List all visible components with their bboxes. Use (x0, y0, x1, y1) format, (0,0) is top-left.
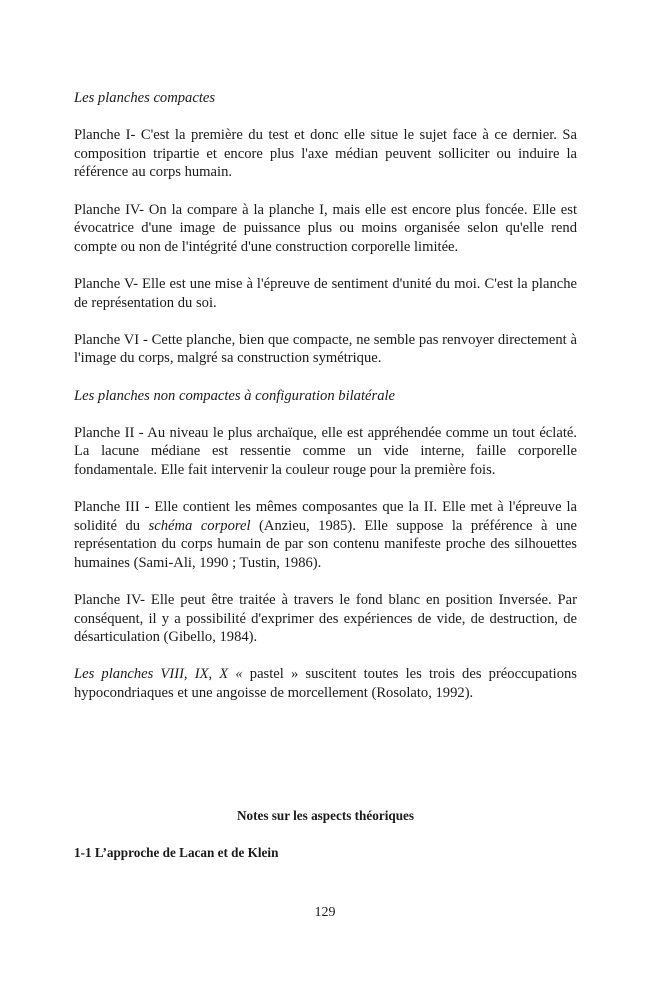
section-title: 1-1 L’approche de Lacan et de Klein (74, 845, 279, 860)
paragraph-planche-6: Planche VI - Cette planche, bien que compacte, ne semble pas renvoyer directement à l'image du corps, malgré sa construction symétrique. (74, 331, 577, 367)
paragraph-planche-5: Planche V- Elle est une mise à l'épreuve de sentiment d'unité du moi. C'est la planche de représentation du soi. (74, 275, 577, 311)
schema-corporel-term: schéma corporel (148, 517, 251, 534)
paragraph-planche-3-part-b: (Anzieu, 1985). Elle suppose la préférence à une représentation du corps humain de par son contenu manifeste proche des silhouettes humaines (Sami-Ali, 1990 ; Tustin, 1986). (74, 517, 577, 571)
paragraph-planche-1: Planche I- C'est la première du test et donc elle situe le sujet face à ce dernier. Sa composition tripartie et encore plus l'axe médian peuvent solliciter ou induire la référence au corps humain. (74, 127, 577, 181)
paragraph-planches-pastel (74, 665, 577, 702)
heading-planches-non-compactes: Les planches non compactes à configuration bilatérale (74, 387, 396, 404)
planches-pastel-italic: Les planches VIII, IX, X « (74, 666, 250, 683)
page-number: 129 (314, 905, 336, 920)
paragraph-planche-3-part-a: Planche III - Elle contient les mêmes composantes que la II. Elle met à l'épreuve la solidité du (74, 499, 577, 534)
paragraph-planche-3 (74, 498, 577, 572)
paragraph-planche-2: Planche II - Au niveau le plus archaïque, elle est appréhendée comme un tout éclaté. La lacune médiane est ressentie comme un vide interne, faille corporelle fondamentale. Elle fait intervenir la couleur rouge pour la première fois. (74, 424, 577, 478)
heading-planches-compactes: Les planches compactes (74, 90, 216, 106)
body-text (74, 89, 577, 703)
planches-pastel-rest: pastel » suscitent toutes les trois des préoccupations hypocondriaques et une angoisse de morcellement (Rosolato, 1992). (74, 666, 577, 701)
notes-title: Notes sur les aspects théoriques (236, 808, 415, 823)
paragraph-planche-4-inversee: Planche IV- Elle peut être traitée à travers le fond blanc en position Inversée. Par conséquent, il y a possibilité d'exprimer des expériences de vide, de destruction, de désarticulation (Gibello, 1984). (74, 592, 577, 646)
paragraph-planche-4: Planche IV- On la compare à la planche I, mais elle est encore plus foncée. Elle est évocatrice d'une image de puissance plus ou moins organisée selon qu'elle rend compte ou non de l'intégrité d'une construction corporelle limitée. (74, 201, 577, 255)
